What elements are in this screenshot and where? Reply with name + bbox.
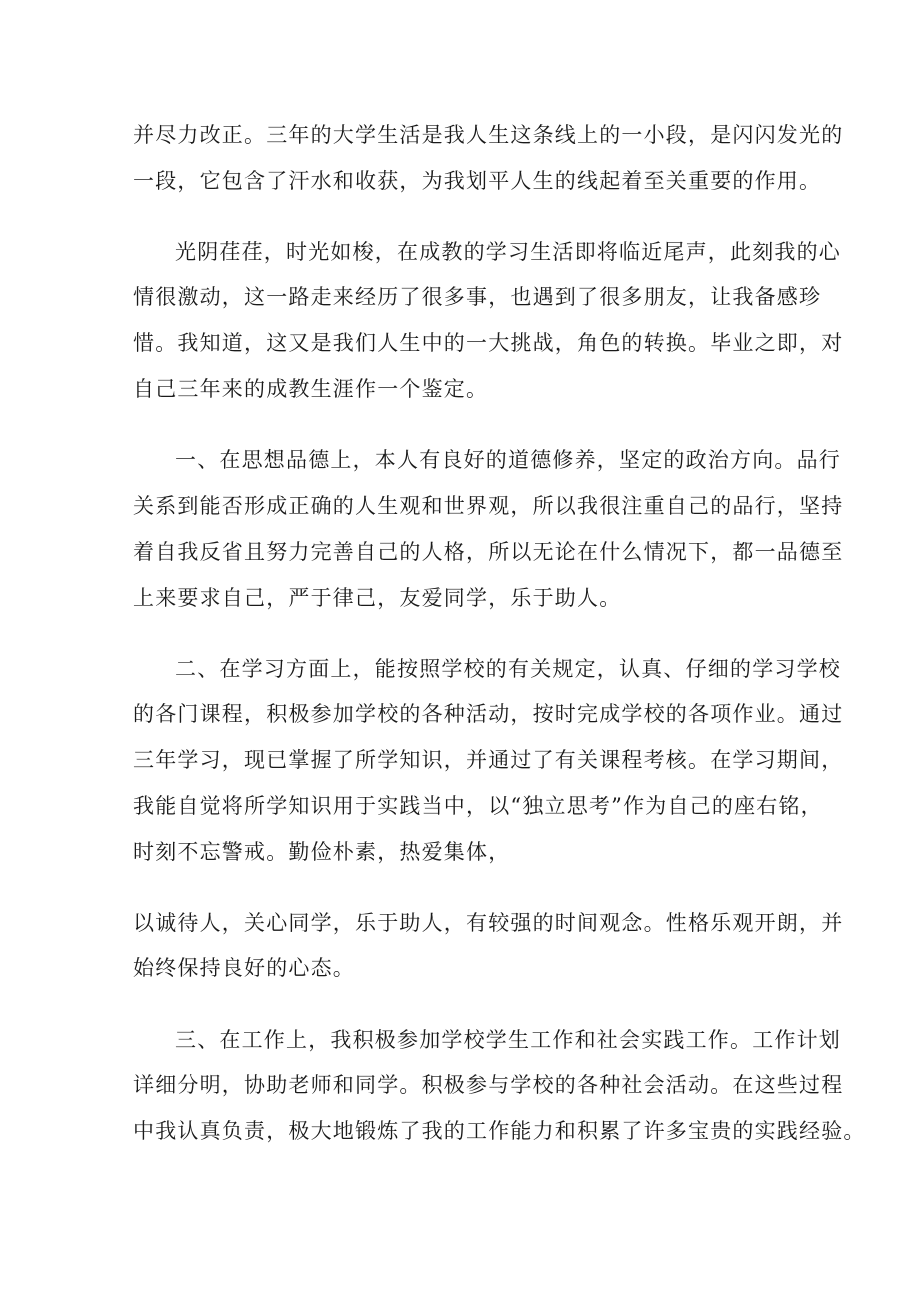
text-line: 着自我反省且努力完善自己的人格，所以无论在什么情况下，都一品德至 <box>133 540 844 564</box>
text-line: 一、在思想品德上，本人有良好的道德修养，坚定的政治方向。品行 <box>175 448 841 472</box>
text-line: 三、在工作上，我积极参加学校学生工作和社会实践工作。工作计划 <box>175 1028 841 1052</box>
text-line: 情很激动，这一路走来经历了很多事，也遇到了很多朋友，让我备感珍 <box>133 285 822 309</box>
text-line: 关系到能否形成正确的人生观和世界观，所以我很注重自己的品行，坚持 <box>133 494 844 518</box>
text-line: 二、在学习方面上，能按照学校的有关规定，认真、仔细的学习学校 <box>175 657 841 681</box>
text-line: 的各门课程，积极参加学校的各种活动，按时完成学校的各项作业。通过 <box>133 702 844 726</box>
text-line: 三年学习，现已掌握了所学知识，并通过了有关课程考核。在学习期间， <box>133 748 844 772</box>
text-line: 始终保持良好的心态。 <box>133 956 355 980</box>
text-line: 光阴荏荏，时光如梭，在成教的学习生活即将临近尾声，此刻我的心 <box>175 240 841 264</box>
text-line: 详细分明，协助老师和同学。积极参与学校的各种社会活动。在这些过程 <box>133 1073 844 1097</box>
text-line: 一段，它包含了汗水和收获，为我划平人生的线起着至关重要的作用。 <box>133 169 822 193</box>
text-line: 上来要求自己，严于律己，友爱同学，乐于助人。 <box>133 586 622 610</box>
text-line: 我能自觉将所学知识用于实践当中，以“独立思考”作为自己的座右铭， <box>133 794 823 818</box>
text-line: 以诚待人，关心同学，乐于助人，有较强的时间观念。性格乐观开朗，并 <box>133 911 844 935</box>
text-line: 惜。我知道，这又是我们人生中的一大挑战，角色的转换。毕业之即，对 <box>133 331 844 355</box>
text-line: 时刻不忘警戒。勤俭朴素，热爱集体， <box>133 840 511 864</box>
text-line: 中我认真负责，极大地锻炼了我的工作能力和积累了许多宝贵的实践经验。 <box>133 1119 866 1143</box>
text-line: 并尽力改正。三年的大学生活是我人生这条线上的一小段，是闪闪发光的 <box>133 123 844 147</box>
text-line: 自己三年来的成教生涯作一个鉴定。 <box>133 377 489 401</box>
